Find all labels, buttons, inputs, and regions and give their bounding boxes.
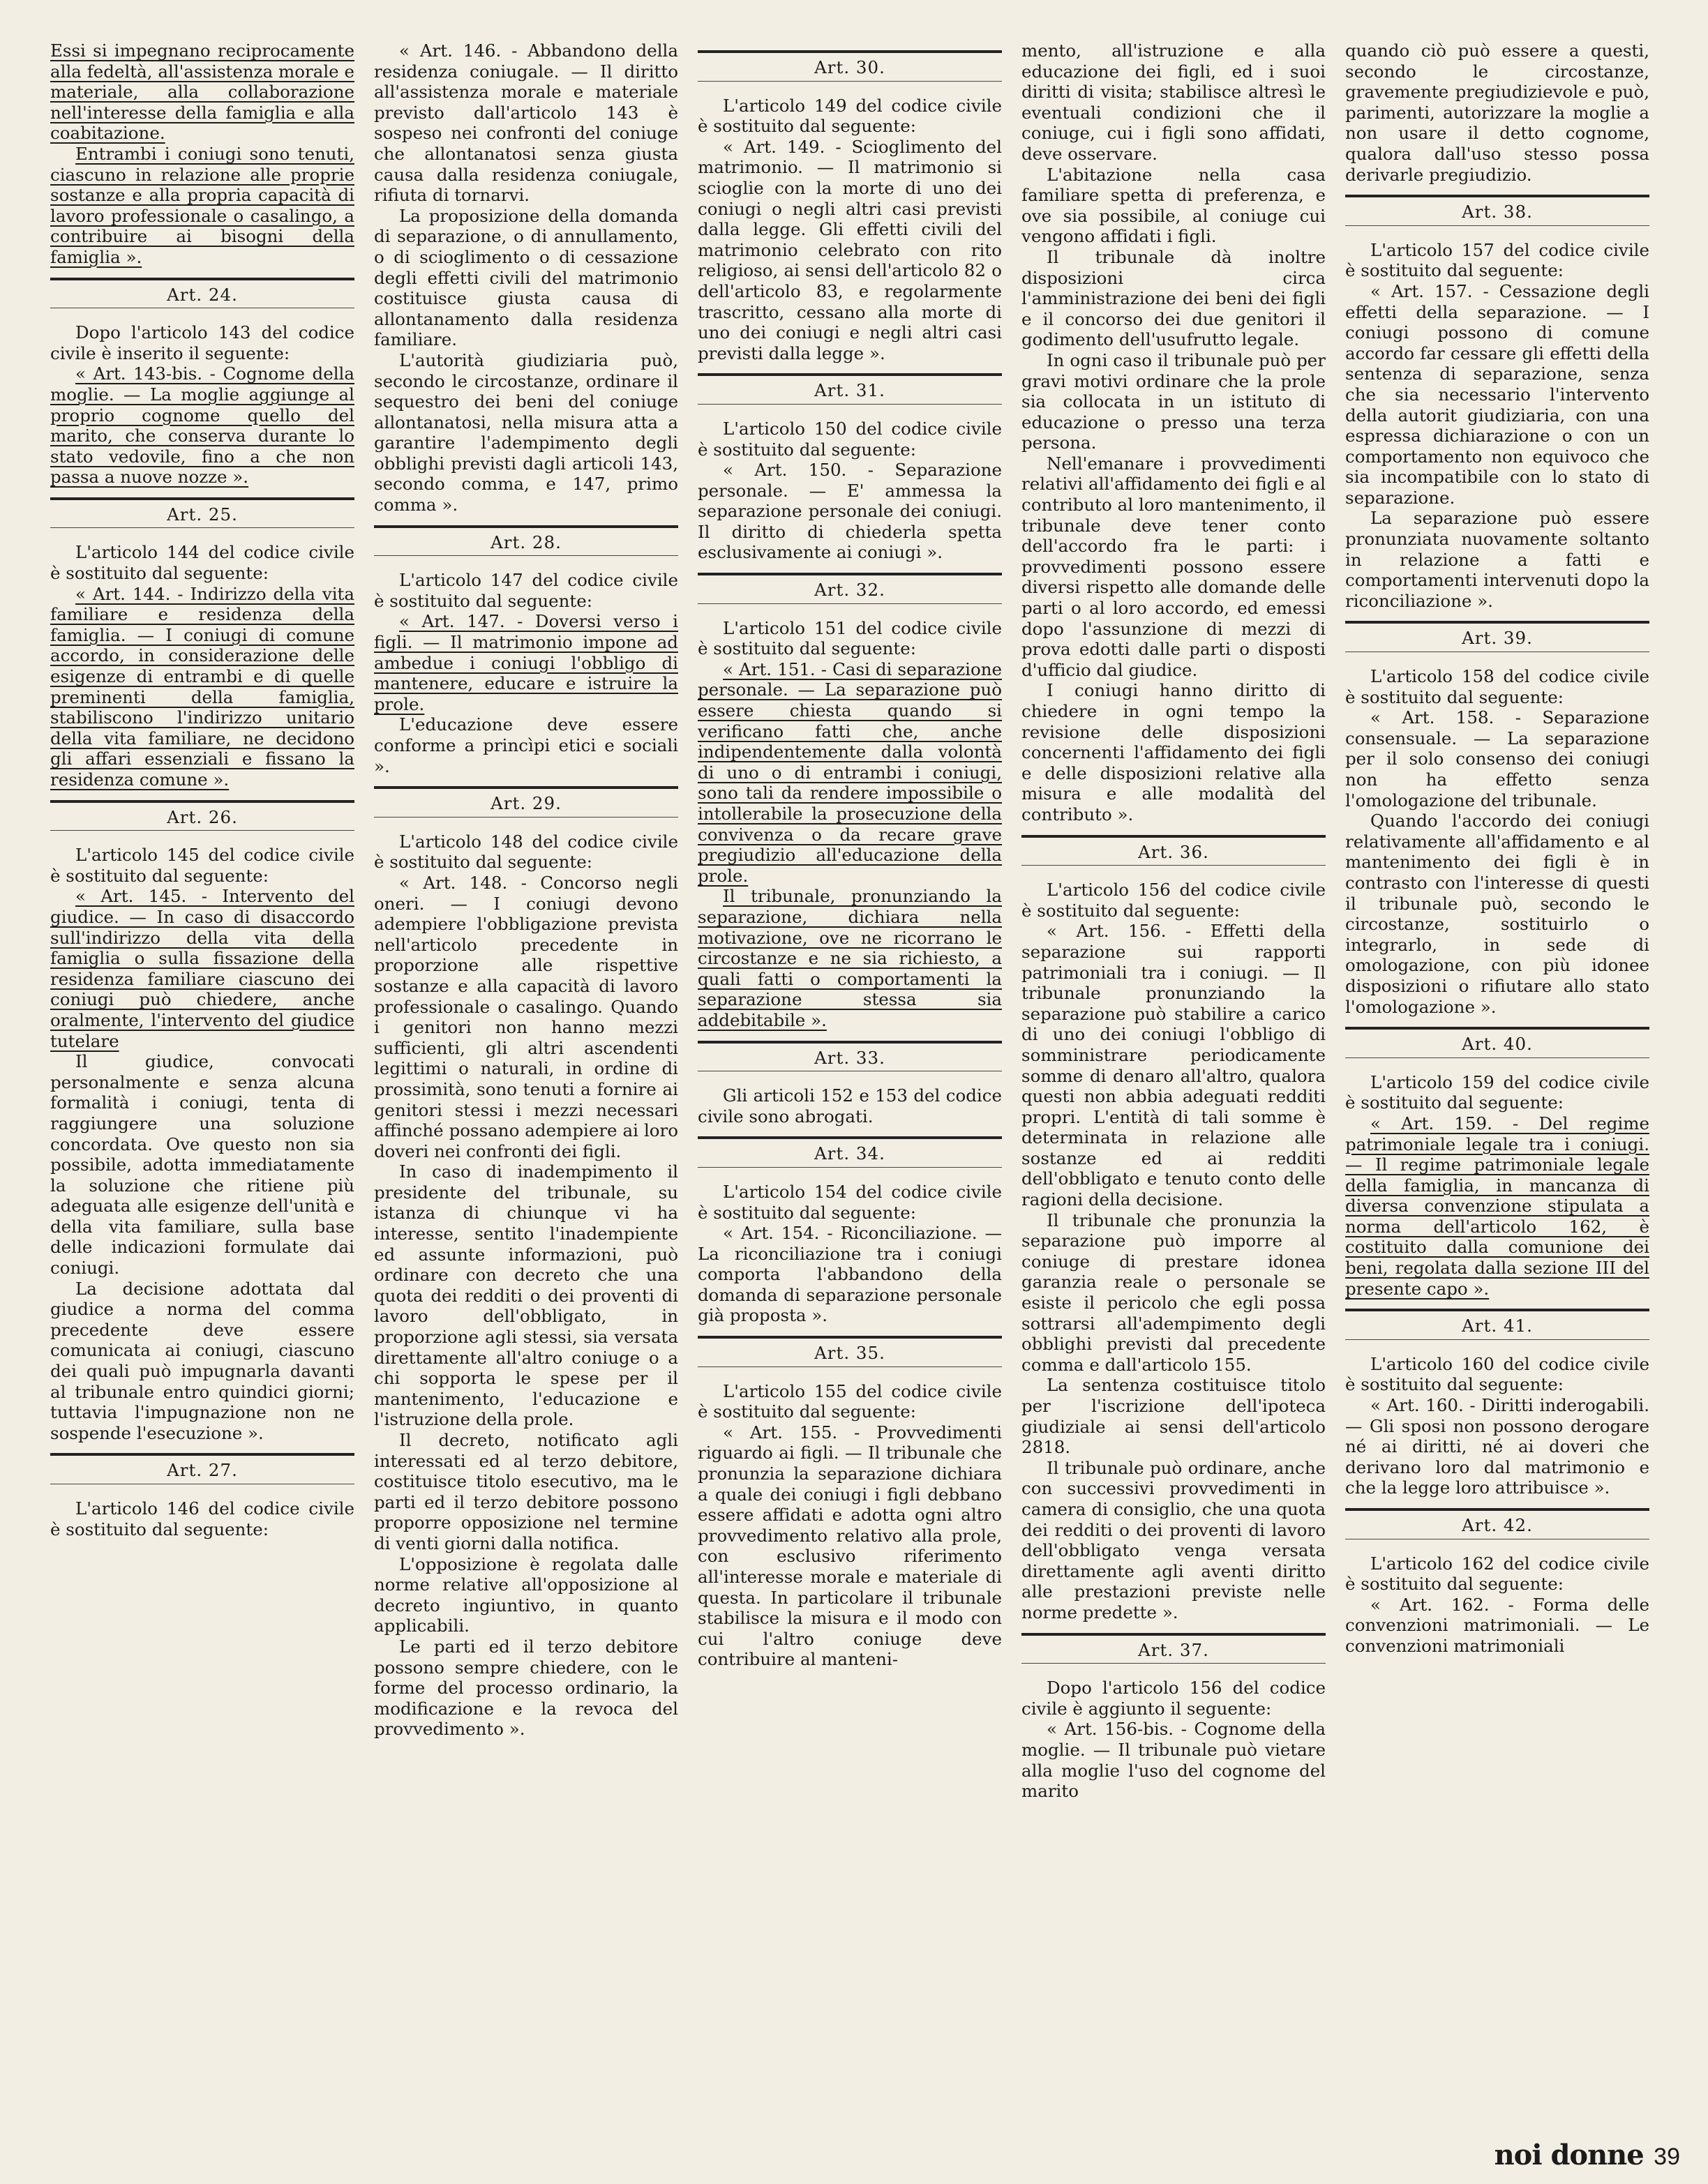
paragraph: L'articolo 162 del codice civile è sostituito dal seguente: (1345, 1553, 1649, 1595)
page-footer (1494, 2139, 1680, 2171)
paragraph: I coniugi hanno diritto di chiedere in ogni tempo la revisione delle disposizioni concernenti l'affidamento dei figli e delle disposizioni relative alla misura e alle modalità del contributo ». (1021, 680, 1326, 824)
paragraph: « Art. 147. - Doversi verso i figli. — Il matrimonio impone ad ambedue i coniugi l'obbligo di mantenere, educare e istruire la prole. (374, 611, 678, 714)
column-5 (1345, 40, 1649, 1657)
paragraph: « Art. 145. - Intervento del giudice. — In caso di disaccordo sull'indirizzo della vita della famiglia o sulla fissazione della residenza familiare ciascuno dei coniugi può chiedere, anche oralmente, l'intervento del giudice tutelare (50, 886, 354, 1051)
article-heading: Art. 34. (698, 1136, 1002, 1168)
paragraph: L'articolo 147 del codice civile è sostituito dal seguente: (374, 570, 678, 611)
paragraph: Entrambi i coniugi sono tenuti, ciascuno in relazione alle proprie sostanze e alla propria capacità di lavoro professionale o casalingo, a contribuire ai bisogni della famiglia ». (50, 143, 354, 267)
paragraph: Il tribunale, pronunziando la separazione, dichiara nella motivazione, ove ne ricorrano le circostanze e ne sia richiesto, a quali fatti o comportamenti la separazione stessa sia addebitabile ». (698, 886, 1002, 1030)
article-heading: Art. 31. (698, 373, 1002, 405)
paragraph: La decisione adottata dal giudice a norma del comma precedente deve essere comunicata ai coniugi, ciascuno dei quali può impugnarla davanti al tribunale entro quindici giorni; tuttavia l'impugnazione non ne sospende l'esecuzione ». (50, 1278, 354, 1443)
paragraph: « Art. 146. - Abbandono della residenza coniugale. — Il diritto all'assistenza morale e materiale previsto dall'articolo 143 è sospeso nei confronti del coniuge che allontanatosi senza giusta causa dalla residenza coniugale, rifiuta di tornarvi. (374, 40, 678, 206)
article-heading: Art. 32. (698, 573, 1002, 604)
paragraph: L'articolo 160 del codice civile è sostituito dal seguente: (1345, 1353, 1649, 1395)
paragraph: « Art. 144. - Indirizzo della vita familiare e residenza della famiglia. — I coniugi di comune accordo, in considerazione delle esigenze di entrambi e di quelle preminenti della famiglia, stabiliscono l'indirizzo unitario della vita familiare, ne decidono gli affari essenziali e fissano la residenza comune ». (50, 583, 354, 790)
article-heading: Art. 30. (698, 50, 1002, 82)
paragraph: « Art. 150. - Separazione personale. — E' ammessa la separazione personale dei coniugi. Il diritto di chiederla spetta esclusivamente ai coniugi ». (698, 460, 1002, 563)
article-heading: Art. 24. (50, 278, 354, 309)
paragraph: Dopo l'articolo 156 del codice civile è aggiunto il seguente: (1021, 1678, 1326, 1719)
paragraph: L'articolo 156 del codice civile è sostituito dal seguente: (1021, 880, 1326, 921)
paragraph: Nell'emanare i provvedimenti relativi all'affidamento dei figli e al contributo al loro mantenimento, il tribunale deve tener conto dell'accordo fra le parti: i provvedimenti possono essere diversi rispetto alle domande delle parti o al loro accordo, ed emessi dopo l'assunzione di mezzi di prova edotti dalle parti o disposti d'ufficio dal giudice. (1021, 453, 1326, 680)
article-heading: Art. 33. (698, 1041, 1002, 1072)
paragraph: L'abitazione nella casa familiare spetta di preferenza, e ove sia possibile, al coniuge cui vengono affidati i figli. (1021, 164, 1326, 247)
article-heading: Art. 40. (1345, 1027, 1649, 1058)
paragraph: L'articolo 157 del codice civile è sostituito dal seguente: (1345, 239, 1649, 281)
paragraph: Il giudice, convocati personalmente e senza alcuna formalità i coniugi, tenta di raggiungere una soluzione concordata. Ove questo non sia possibile, adotta immediatamente la soluzione che ritiene più adeguata alle esigenze dell'unità e della vita familiare, sulla base delle indicazioni formulate dai coniugi. (50, 1051, 354, 1279)
paragraph: L'articolo 159 del codice civile è sostituito dal seguente: (1345, 1071, 1649, 1113)
paragraph: Il decreto, notificato agli interessati ed al terzo debitore, costituisce titolo esecutivo, ma le parti ed il terzo debitore possono proporre opposizione nel termine di venti giorni dalla notifica. (374, 1430, 678, 1553)
paragraph: « Art. 156. - Effetti della separazione sui rapporti patrimoniali tra i coniugi. — Il tribunale pronunziando la separazione può stabilire a carico di uno dei coniugi l'obbligo di somministrare periodicamente somme di denaro all'altro, qualora questi non abbia adeguati redditi propri. L'entità di tali somme è determinata in relazione alle sostanze ed ai redditi dell'obbligato e tenuto conto delle ragioni della decisione. (1021, 921, 1326, 1210)
paragraph: Il tribunale che pronunzia la separazione può imporre al coniuge di prestare idonea garanzia reale o personale se esiste il pericolo che egli possa sottrarsi all'adempimento degli obblighi previsti dal precedente comma e dall'articolo 155. (1021, 1210, 1326, 1375)
article-heading: Art. 26. (50, 800, 354, 831)
paragraph: Essi si impegnano reciprocamente alla fedeltà, all'assistenza morale e materiale, alla collaborazione nell'interesse della famiglia e alla coabitazione. (50, 40, 354, 144)
article-heading: Art. 37. (1021, 1633, 1326, 1664)
article-heading: Art. 36. (1021, 835, 1326, 866)
paragraph: « Art. 162. - Forma delle convenzioni matrimoniali. — Le convenzioni matrimoniali (1345, 1594, 1649, 1656)
paragraph: L'articolo 151 del codice civile è sostituito dal seguente: (698, 617, 1002, 659)
paragraph: « Art. 155. - Provvedimenti riguardo ai figli. — Il tribunale che pronunzia la separazione dichiara a quale dei coniugi i figli debbano essere affidati e adotta ogni altro provvedimento relativo alla prole, con esclusivo riferimento all'interesse morale e materiale di questa. In particolare il tribunale stabilisce la misura e il modo con cui l'altro coniuge deve contribuire al manteni- (698, 1422, 1002, 1670)
magazine-logo: noi donne (1494, 2139, 1644, 2171)
paragraph: L'articolo 149 del codice civile è sostituito dal seguente: (698, 95, 1002, 137)
paragraph: « Art. 154. - Riconciliazione. — La riconciliazione tra i coniugi comporta l'abbandono della domanda di separazione personale già proposta ». (698, 1223, 1002, 1326)
paragraph: L'articolo 145 del codice civile è sostituito dal seguente: (50, 845, 354, 886)
paragraph: « Art. 143-bis. - Cognome della moglie. — La moglie aggiunge al proprio cognome quello del marito, che conserva durante lo stato vedovile, fino a che non passa a nuove nozze ». (50, 363, 354, 488)
article-heading: Art. 35. (698, 1336, 1002, 1367)
paragraph: La sentenza costituisce titolo per l'iscrizione dell'ipoteca giudiziale ai sensi dell'articolo 2818. (1021, 1375, 1326, 1458)
paragraph: L'autorità giudiziaria può, secondo le circostanze, ordinare il sequestro dei beni del coniuge allontanatosi, nella misura atta a garantire l'adempimento degli obblighi previsti dagli articoli 143, secondo comma, e 147, primo comma ». (374, 349, 678, 515)
paragraph: In ogni caso il tribunale può per gravi motivi ordinare che la prole sia collocata in un istituto di educazione o presso una terza persona. (1021, 349, 1326, 453)
paragraph: Le parti ed il terzo debitore possono sempre chiedere, con le forme del processo ordinario, la modificazione e la revoca del provvedimento ». (374, 1636, 678, 1740)
paragraph: Il tribunale dà inoltre disposizioni circa l'amministrazione dei beni dei figli e il concorso dei due genitori il godimento dell'usufrutto legale. (1021, 246, 1326, 350)
paragraph: « Art. 157. - Cessazione degli effetti della separazione. — I coniugi possono di comune accordo far cessare gli effetti della sentenza di separazione, senza che sia necessario l'intervento della autorit giudiziaria, con una espressa dichiarazione o con un comportamento non equivoco che sia incompatibile con lo stato di separazione. (1345, 280, 1649, 508)
column-2 (374, 40, 678, 1740)
paragraph: Quando l'accordo dei coniugi relativamente all'affidamento e al mantenimento dei figli è in contrasto con l'interesse di questi il tribunale può, secondo le circostanze, sostituirlo o integrarlo, in sede di omologazione, con più idonee disposizioni o rifiutare allo stato l'omologazione ». (1345, 811, 1649, 1017)
paragraph: L'articolo 144 del codice civile è sostituito dal seguente: (50, 542, 354, 584)
article-heading: Art. 41. (1345, 1309, 1649, 1340)
article-heading: Art. 42. (1345, 1508, 1649, 1539)
column-1 (50, 40, 354, 1539)
paragraph: In caso di inadempimento il presidente del tribunale, su istanza di chiunque vi ha interesse, sentito l'inadempiente ed assunte informazioni, può ordinare con decreto che una quota dei redditi o dei proventi di lavoro dell'obbligato, in proporzione agli stessi, sia versata direttamente all'altro coniuge o a chi sopporta le spese per il mantenimento, l'educazione e l'istruzione della prole. (374, 1161, 678, 1430)
paragraph: « Art. 148. - Concorso negli oneri. — I coniugi devono adempiere l'obbligazione prevista nell'articolo precedente in proporzione alle rispettive sostanze e alla capacità di lavoro professionale o casalingo. Quando i genitori non hanno mezzi sufficienti, gli altri ascendenti legittimi o naturali, in ordine di prossimità, sono tenuti a fornire ai genitori stessi i mezzi necessari affinché possano adempiere ai loro doveri nei confronti dei figli. (374, 872, 678, 1161)
paragraph: mento, all'istruzione e alla educazione dei figli, ed i suoi diritti di visita; stabilisce altresì le eventuali condizioni che il coniuge, cui i figli sono affidati, deve osservare. (1021, 40, 1326, 164)
paragraph: L'articolo 146 del codice civile è sostituito dal seguente: (50, 1498, 354, 1539)
paragraph: L'articolo 150 del codice civile è sostituito dal seguente: (698, 418, 1002, 460)
page-number: 39 (1654, 2144, 1680, 2170)
paragraph: « Art. 158. - Separazione consensuale. — La separazione per il solo consenso dei coniugi non ha effetto senza l'omologazione del tribunale. (1345, 707, 1649, 811)
paragraph: « Art. 149. - Scioglimento del matrimonio. — Il matrimonio si scioglie con la morte di uno dei coniugi o negli altri casi previsti dalla legge. Gli effetti civili del matrimonio celebrato con rito religioso, ai sensi dell'articolo 82 o dell'articolo 83, e regolarmente trascritto, cessano alla morte di uno dei coniugi e negli altri casi previsti dalla legge ». (698, 136, 1002, 363)
article-heading: Art. 29. (374, 786, 678, 818)
paragraph: L'educazione deve essere conforme a princìpi etici e sociali ». (374, 714, 678, 776)
paragraph: L'opposizione è regolata dalle norme relative all'opposizione al decreto ingiuntivo, in quanto applicabili. (374, 1553, 678, 1636)
article-heading: Art. 27. (50, 1453, 354, 1484)
article-heading: Art. 28. (374, 525, 678, 557)
article-heading: Art. 25. (50, 497, 354, 529)
paragraph: « Art. 151. - Casi di separazione personale. — La separazione può essere chiesta quando si verificano fatti che, anche indipendentemente dalla volontà di uno o di entrambi i coniugi, sono tali da rendere impossibile o intollerabile la prosecuzione della convivenza o da recare grave pregiudizio all'educazione della prole. (698, 658, 1002, 886)
paragraph: L'articolo 158 del codice civile è sostituito dal seguente: (1345, 666, 1649, 707)
column-3 (698, 40, 1002, 1670)
paragraph: La proposizione della domanda di separazione, o di annullamento, o di scioglimento o di cessazione degli effetti civili del matrimonio costituisce giusta causa di allontanamento dalla residenza familiare. (374, 205, 678, 350)
paragraph: « Art. 159. - Del regime patrimoniale legale tra i coniugi. — Il regime patrimoniale legale della famiglia, in mancanza di diversa convenzione stipulata a norma dell'articolo 162, è costituito dalla comunione dei beni, regolata dalla sezione III del presente capo ». (1345, 1113, 1649, 1299)
paragraph: L'articolo 155 del codice civile è sostituito dal seguente: (698, 1380, 1002, 1422)
paragraph: La separazione può essere pronunziata nuovamente soltanto in relazione a fatti e comportamenti intervenuti dopo la riconciliazione ». (1345, 508, 1649, 611)
column-4 (1021, 40, 1326, 1802)
paragraph: Dopo l'articolo 143 del codice civile è inserito il seguente: (50, 322, 354, 363)
paragraph: Gli articoli 152 e 153 del codice civile sono abrogati. (698, 1085, 1002, 1127)
paragraph: L'articolo 154 del codice civile è sostituito dal seguente: (698, 1181, 1002, 1223)
article-heading: Art. 39. (1345, 621, 1649, 652)
paragraph: L'articolo 148 del codice civile è sostituito dal seguente: (374, 831, 678, 873)
paragraph: Il tribunale può ordinare, anche con successivi provvedimenti in camera di consiglio, che una quota dei redditi o dei proventi di lavoro dell'obbligato venga versata direttamente agli aventi diritto alle prestazioni previste nelle norme predette ». (1021, 1457, 1326, 1622)
paragraph: « Art. 160. - Diritti inderogabili. — Gli sposi non possono derogare né ai diritti, né ai doveri che derivano loro dal matrimonio e che la legge loro attribuisce ». (1345, 1395, 1649, 1498)
paragraph: « Art. 156-bis. - Cognome della moglie. — Il tribunale può vietare alla moglie l'uso del cognome del marito (1021, 1719, 1326, 1802)
article-heading: Art. 38. (1345, 195, 1649, 226)
paragraph: quando ciò può essere a questi, secondo le circostanze, gravemente pregiudizievole e può, parimenti, autorizzare la moglie a non usare il detto cognome, qualora dall'uso stesso possa derivarle pregiudizio. (1345, 40, 1649, 185)
